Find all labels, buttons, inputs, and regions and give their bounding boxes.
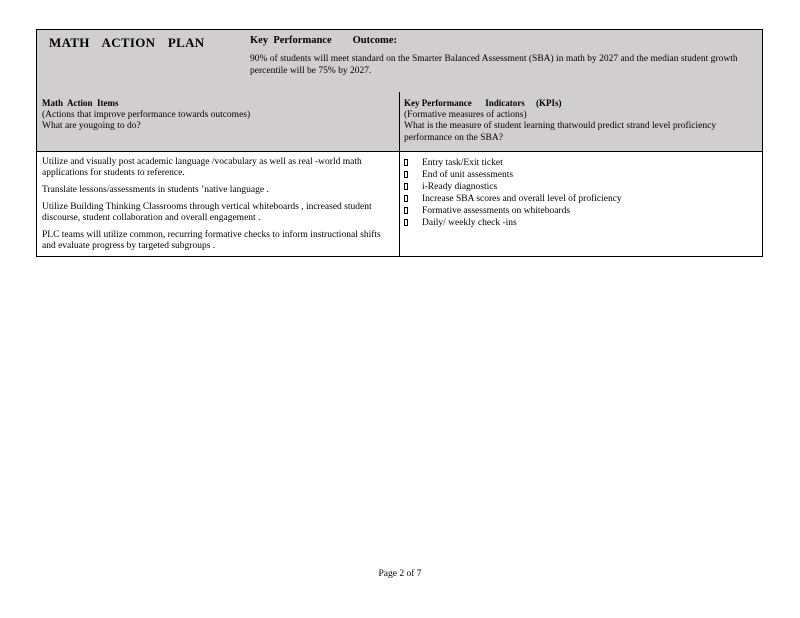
kpi-heading: Key Performance Indicators (KPIs) (404, 98, 562, 108)
kpi-item-label: i-Ready diagnostics (422, 182, 498, 192)
kpi-item (404, 181, 754, 193)
kpi-list (404, 157, 754, 229)
kpi-item-label: Increase SBA scores and overall level of proficiency (422, 194, 622, 204)
action-items-list (42, 157, 392, 258)
kpi-item-label: Formative assessments on whiteboards (422, 206, 571, 216)
kpi-item-label: Entry task/Exit ticket (422, 158, 503, 168)
kpi-column-header (404, 98, 754, 144)
bullet-icon (404, 219, 408, 226)
table-body (37, 152, 762, 256)
kpi-item (404, 217, 754, 229)
kpi-subheading: (Formative measures of actions) (404, 109, 527, 120)
column-divider (399, 152, 400, 256)
page-number: Page 2 of 7 (378, 569, 422, 579)
kpi-item (404, 169, 754, 181)
kpi-item (404, 193, 754, 205)
column-divider (399, 92, 400, 152)
kpi-item-label: End of unit assessments (422, 170, 514, 180)
action-plan-table (36, 29, 763, 257)
kpi-item (404, 205, 754, 217)
bullet-icon (404, 171, 408, 178)
bullet-icon (404, 159, 408, 166)
page-title: MATH ACTION PLAN (49, 35, 205, 50)
action-items-column-header (42, 98, 392, 133)
action-item: Utilize and visually post academic language /vocabulary as well as real -world math applications for students to reference. (42, 157, 362, 178)
action-item: Utilize Building Thinking Classrooms through vertical whiteboards , increased student discourse, student collaboration and overall engagement . (42, 202, 372, 223)
bullet-icon (404, 207, 408, 214)
bullet-icon (404, 195, 408, 202)
action-item: Translate lessons/assessments in students ’native language . (42, 185, 269, 195)
bullet-icon (404, 183, 408, 190)
key-performance-outcome-label: Key Performance Outcome: (250, 35, 397, 46)
action-item: PLC teams will utilize common, recurring formative checks to inform instructional shifts and evaluate progress by targeted subgroups . (42, 230, 381, 251)
action-items-heading: Math Action Items (42, 98, 119, 108)
action-items-subheading: (Actions that improve performance towards outcomes) (42, 109, 251, 120)
kpi-item-label: Daily/ weekly check -ins (422, 218, 517, 228)
table-header (37, 30, 762, 152)
key-performance-outcome-text: 90% of students will meet standard on the Smarter Balanced Assessment (SBA) in math by 2027 and the median student growth percentile will be 75% by 2027. (250, 54, 738, 76)
kpi-question: What is the measure of student learning thatwould predict strand level proficiency performance on the SBA? (404, 121, 717, 143)
action-items-question: What are yougoing to do? (42, 121, 141, 131)
kpi-item (404, 157, 754, 169)
